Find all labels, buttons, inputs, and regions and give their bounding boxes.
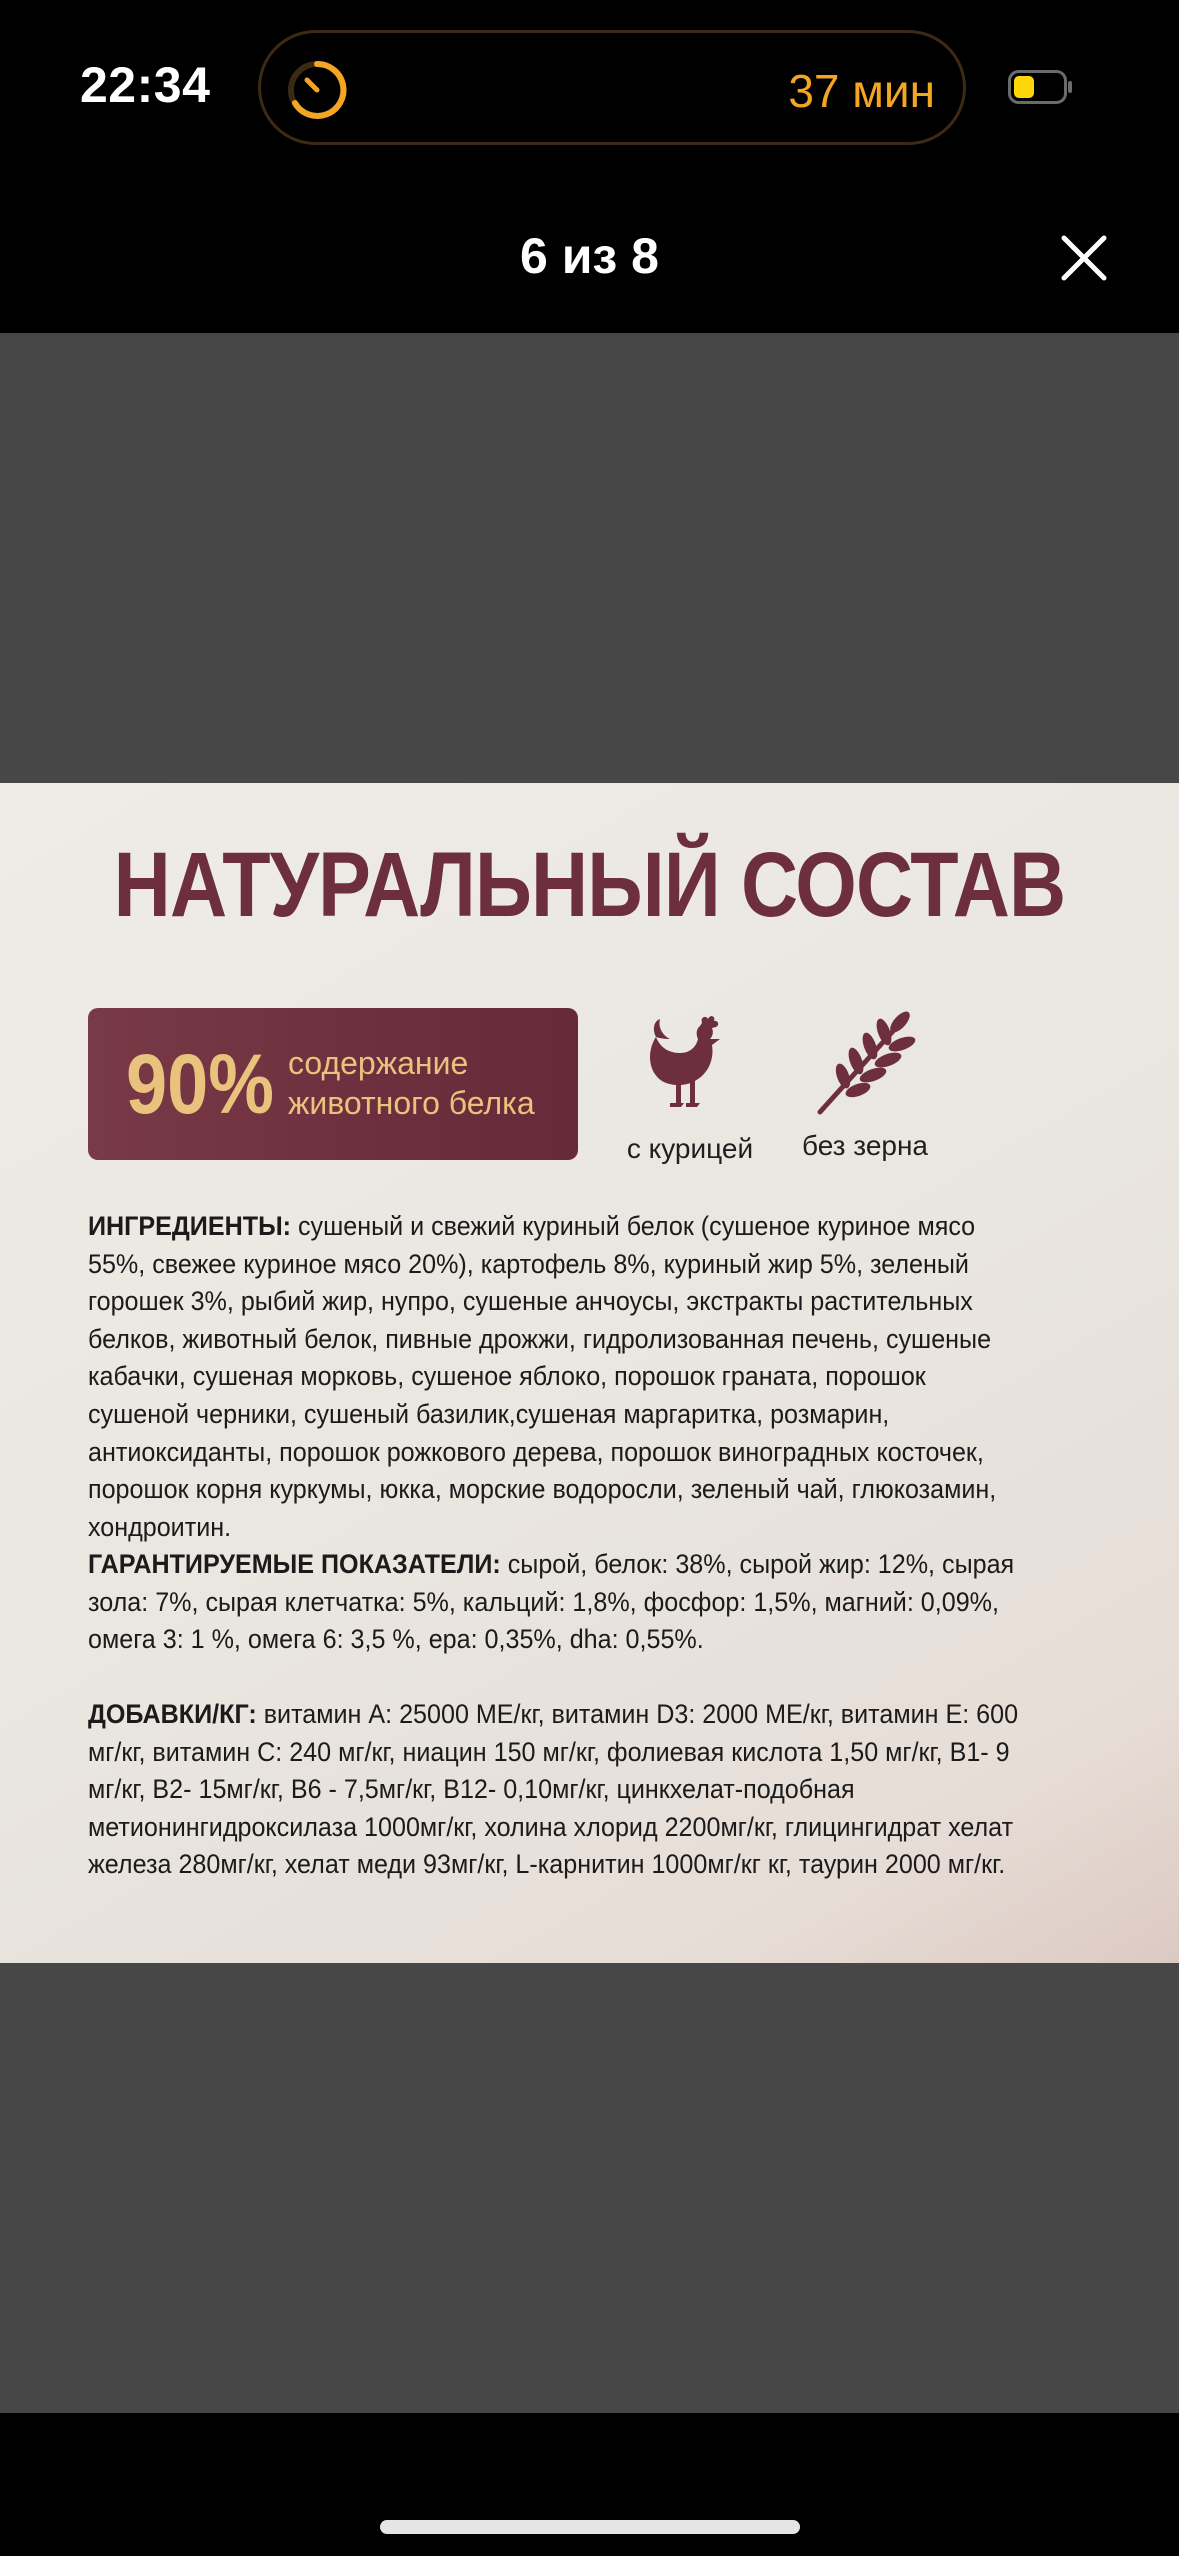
guaranteed-body: сырой, белок: 38%, сырой жир: 12%, сырая зола: 7%, сырая клетчатка: 5%, кальций: 1,8%, фосфор: 1,5%, магний: 0,09%, омега 3: 1 %, омега 6: 3,5 %, epa: 0,35%, dha: 0,55%. xyxy=(88,1549,1015,1655)
ingredients-body: сушеный и свежий куриный белок (сушеное куриное мясо 55%, свежее куриное мясо 20%), картофель 8%, куриный жир 5%, зеленый горошек 3%, рыбий жир, нупро, сушеные анчоусы, экстракты растительных белков, животный белок, пивные дрожжи, гидролизованная печень, сушеные кабачки, сушеная морковь, сушеное яблоко, порошок граната, порошок сушеной черники, сушеный базилик,сушеная маргаритка, розмарин, антиоксиданты, порошок рожкового дерева, порошок виноградных косточек, порошок корня куркумы, юкка, морские водоросли, зеленый чай, глюкозамин, хондроитин. xyxy=(88,1211,997,1542)
ingredients-text xyxy=(88,1208,1027,1546)
additives-body: витамин А: 25000 МЕ/кг, витамин D3: 2000 МЕ/кг, витамин Е: 600 мг/кг, витамин С: 240 мг/кг, ниацин 150 мг/кг, фолиевая кислота 1,50 мг/кг, B1- 9 мг/кг, B2- 15мг/кг, B6 - 7,5мг/кг, B12- 0,10мг/кг, цинкхелат-подобная метионингидроксилаза 1000мг/кг, холина хлорид 2200мг/кг, глицингидрат хелат железа 280мг/кг, хелат меди 93мг/кг, L-карнитин 1000мг/кг кг, таурин 2000 мг/кг. xyxy=(88,1699,1019,1880)
image-viewer[interactable] xyxy=(0,333,1179,2413)
feature-chicken-label: с курицей xyxy=(626,1133,754,1164)
feature-grain-free xyxy=(790,1008,940,1162)
protein-percent: 90% xyxy=(126,1037,274,1131)
timer-icon xyxy=(285,58,349,122)
status-bar xyxy=(0,0,1179,175)
composition-title: НАТУРАЛЬНЫЙ СОСТАВ xyxy=(113,834,1066,936)
additives-label: ДОБАВКИ/КГ: xyxy=(88,1699,257,1729)
close-icon[interactable] xyxy=(1058,232,1110,284)
protein-label: содержание животного белка xyxy=(288,1045,535,1121)
home-indicator[interactable] xyxy=(380,2520,800,2534)
bottom-area xyxy=(0,2413,1179,2556)
product-composition-image xyxy=(0,783,1179,1963)
battery-icon xyxy=(1008,70,1074,104)
live-activity-timer[interactable] xyxy=(258,30,966,145)
guaranteed-label: ГАРАНТИРУЕМЫЕ ПОКАЗАТЕЛИ: xyxy=(88,1549,501,1579)
feature-grain-label: без зерна xyxy=(802,1130,928,1161)
guaranteed-analysis-text xyxy=(88,1546,1027,1659)
timer-remaining: 37 мин xyxy=(788,65,935,117)
status-time: 22:34 xyxy=(80,57,211,113)
wheat-icon xyxy=(810,1008,920,1118)
page-indicator: 6 из 8 xyxy=(520,228,659,284)
feature-chicken xyxy=(620,1013,760,1165)
chicken-icon xyxy=(640,1013,740,1121)
additives-text xyxy=(88,1696,1027,1884)
protein-badge xyxy=(88,1008,578,1160)
viewer-nav-bar xyxy=(0,175,1179,333)
ingredients-label: ИНГРЕДИЕНТЫ: xyxy=(88,1211,292,1241)
